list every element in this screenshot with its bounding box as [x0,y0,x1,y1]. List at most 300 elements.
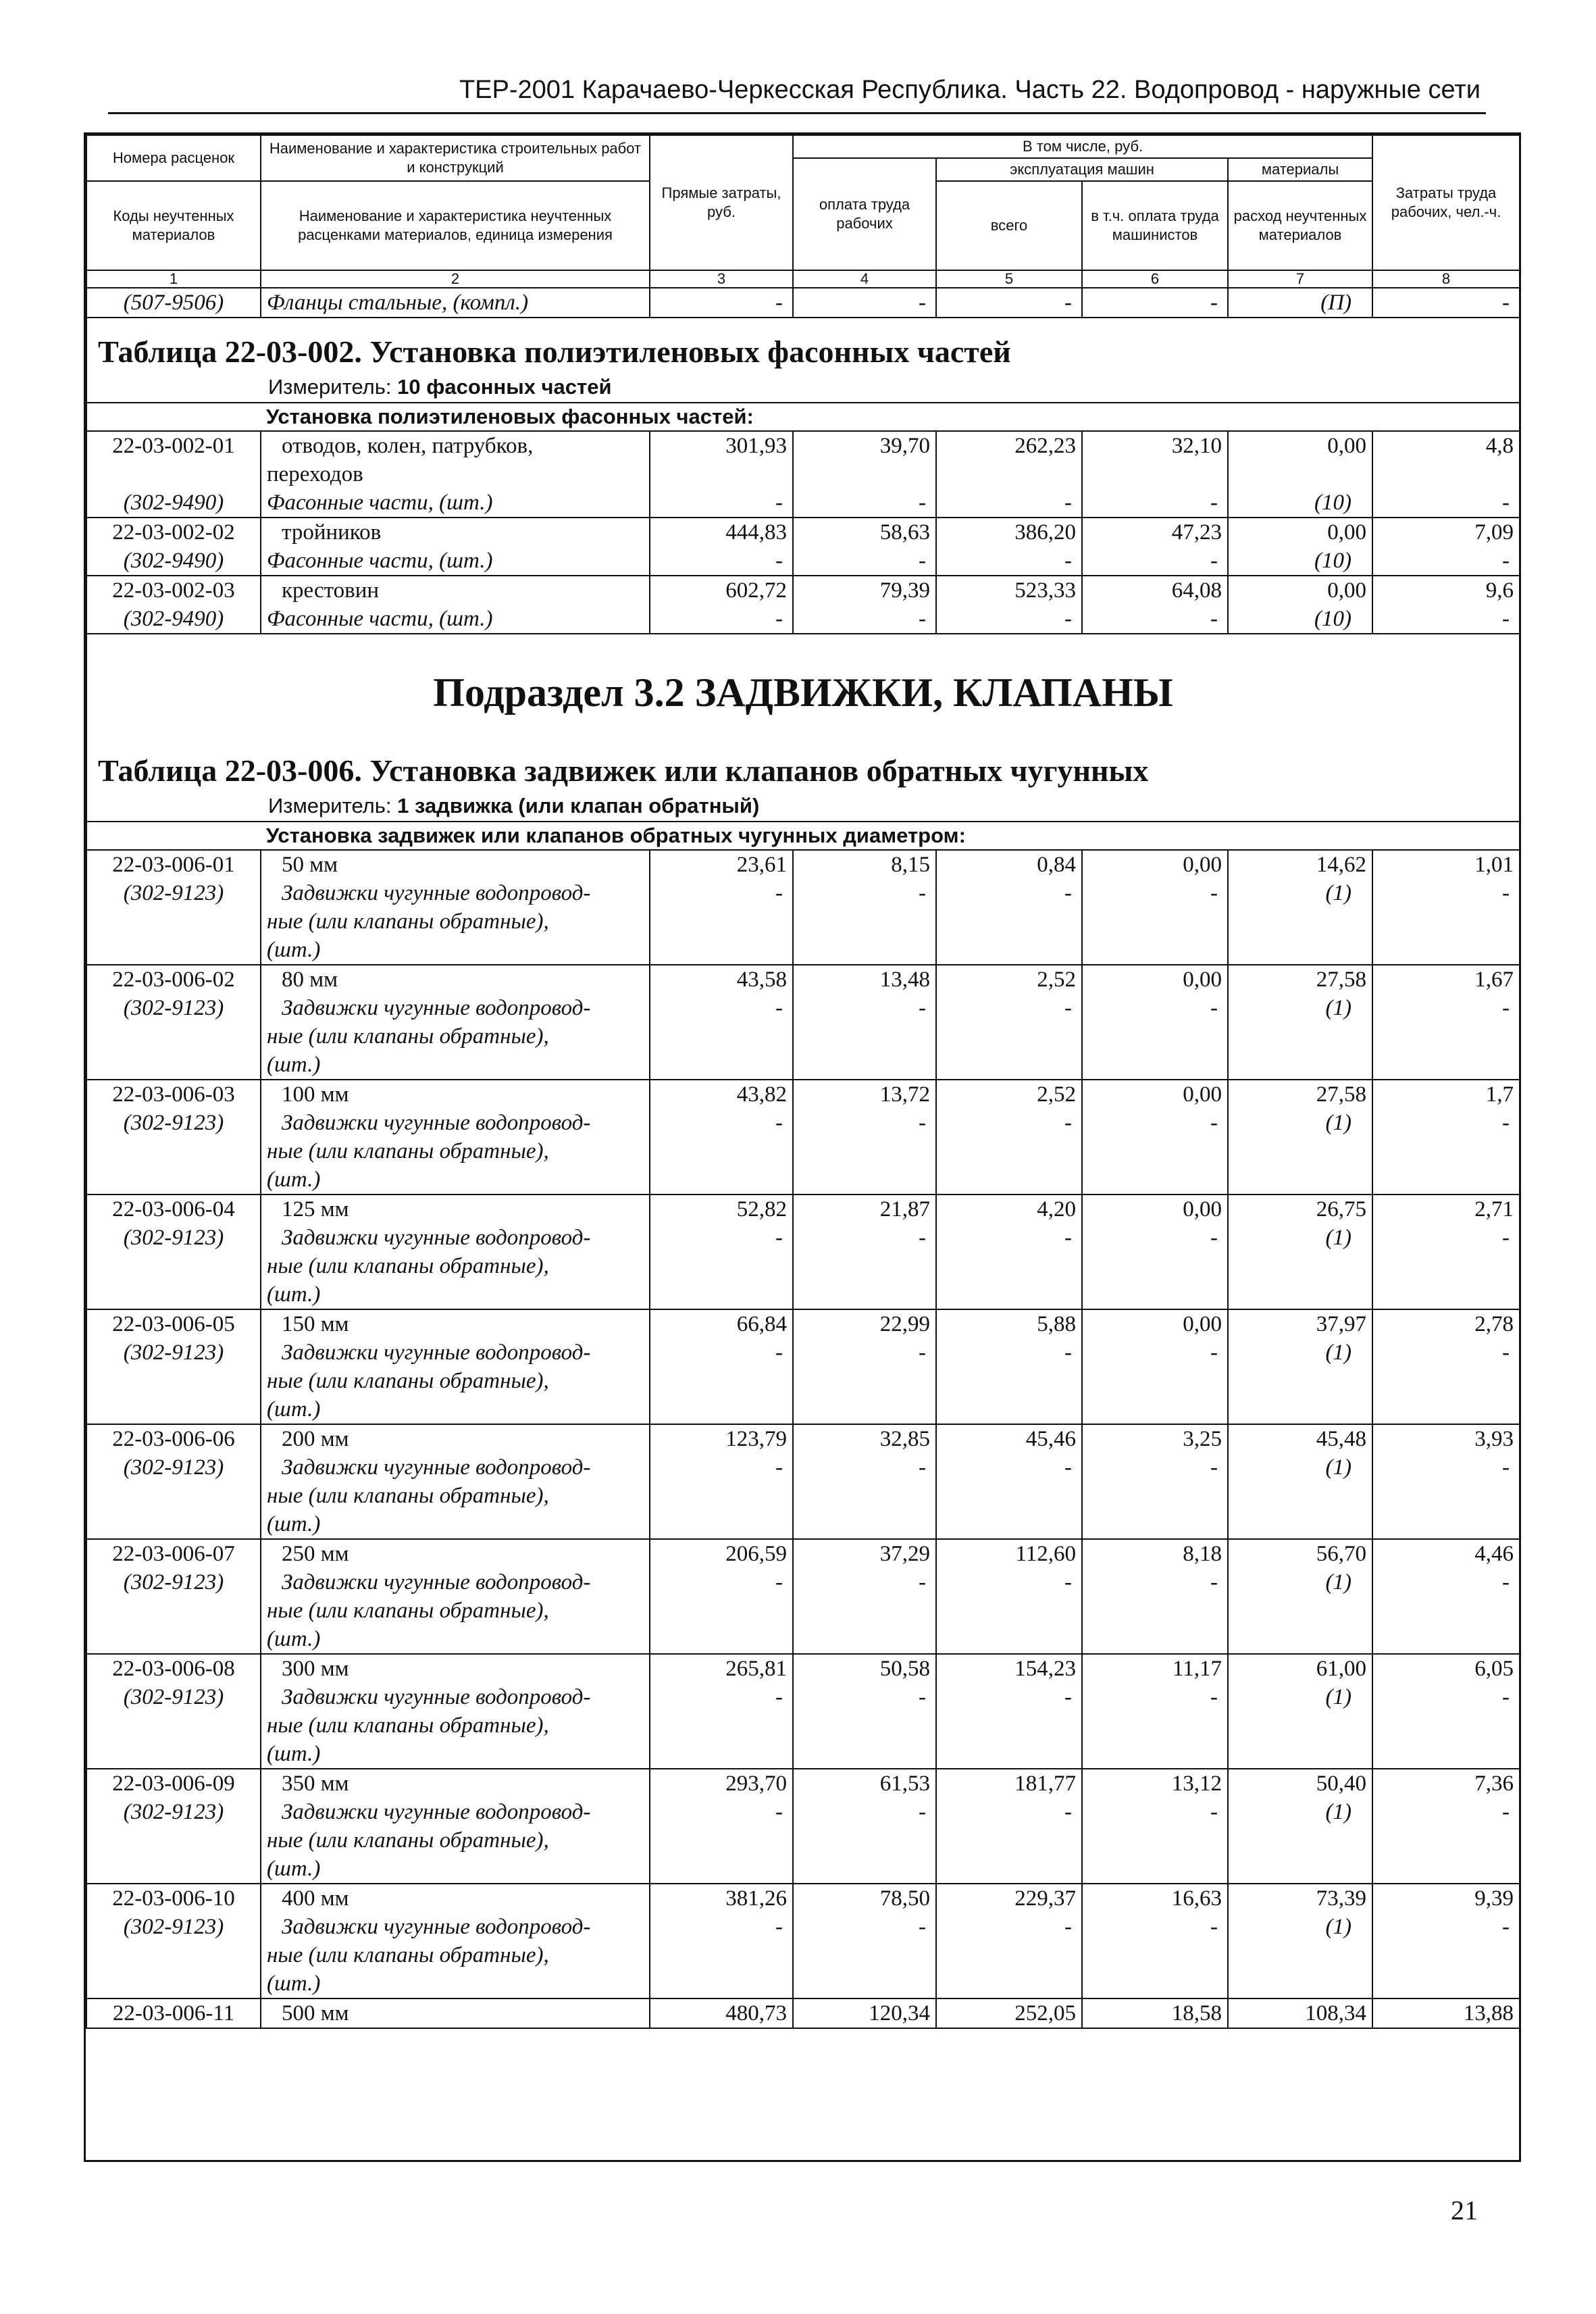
cell-value: 206,59 [650,1539,793,1568]
cell-value: 0,00 [1082,965,1228,994]
cell-value: 120,34 [793,1998,936,2028]
cell-value: - [936,1109,1082,1137]
cell-value: 9,6 [1372,576,1520,605]
cell-value: 58,63 [793,518,936,547]
cell-value: 47,23 [1082,518,1228,547]
price-code: 22-03-006-07 [86,1539,261,1568]
cell-value: 73,39 [1228,1884,1372,1913]
cell-value: - [1082,1453,1228,1482]
table2-title: Таблица 22-03-006. Установка задвижек или клапанов обратных чугунных [98,753,1149,788]
cell-value: - [650,488,793,518]
material-row [86,488,1520,518]
table-row [86,431,1520,460]
work-name: 300 мм [261,1654,650,1683]
cell-value: 16,63 [1082,1884,1228,1913]
material-row [86,547,1520,576]
cell-value: - [793,1224,936,1252]
cell-value: - [793,1683,936,1711]
cell-value: - [1372,1568,1520,1596]
cell-value: 0,00 [1228,518,1372,547]
work-name: 125 мм [261,1194,650,1224]
cell-value: - [936,605,1082,634]
cell-value: 78,50 [793,1884,936,1913]
col2-top-header: Наименование и характеристика строительных работ и конструкций [261,135,650,181]
cell-value: 14,62 [1228,850,1372,879]
meter-label: Измеритель: [268,794,398,818]
price-code: 22-03-002-02 [86,518,261,547]
col-number: 2 [261,270,650,288]
cell-value: - [1372,1453,1520,1482]
cell-value: (10) [1228,605,1372,634]
cell-value: - [936,879,1082,907]
incl-header: В том числе, руб. [793,135,1372,158]
cell-value: 50,58 [793,1654,936,1683]
material-name: Задвижки чугунные водопровод- [261,994,650,1022]
material-name-line: (шт.) [261,1625,650,1654]
cell-value: 37,29 [793,1539,936,1568]
material-row [86,879,1520,907]
material-name: Задвижки чугунные водопровод- [261,879,650,907]
col4-header: оплата труда рабочих [793,158,936,270]
material-name: Задвижки чугунные водопровод- [261,1109,650,1137]
table-row [86,1309,1520,1338]
material-name-line: (шт.) [261,1395,650,1424]
material-name: Задвижки чугунные водопровод- [261,1224,650,1252]
cell-value: - [1082,1913,1228,1941]
material-name-line: (шт.) [261,1510,650,1539]
material-code: (302-9123) [86,1224,261,1252]
cell-value: - [793,1453,936,1482]
material-name: Задвижки чугунные водопровод- [261,1453,650,1482]
material-name: Задвижки чугунные водопровод- [261,1338,650,1367]
cell-value: 18,58 [1082,1998,1228,2028]
material-row [86,1109,1520,1137]
cell-value: (1) [1228,1338,1372,1367]
material-code: (302-9123) [86,1109,261,1137]
table2-title-block [86,634,1520,822]
cell-value: - [1082,879,1228,907]
cell-value: - [1372,1338,1520,1367]
cell-value: 0,00 [1228,431,1372,460]
cell-value: 3,25 [1082,1424,1228,1453]
cell-value: 27,58 [1228,1080,1372,1109]
cell-value: - [1372,1683,1520,1711]
work-name-line: переходов [261,460,650,488]
work-name: 80 мм [261,965,650,994]
price-code: 22-03-006-05 [86,1309,261,1338]
material-name-line: (шт.) [261,936,650,965]
cell-value: - [936,994,1082,1022]
cell-value: 32,85 [793,1424,936,1453]
cell-value: - [1082,1224,1228,1252]
cell-value: (1) [1228,879,1372,907]
cell-value: - [650,1224,793,1252]
cell-value: (П) [1228,288,1372,318]
cell-value: 66,84 [650,1309,793,1338]
material-code: (302-9490) [86,605,261,634]
table-row [86,1998,1520,2028]
cell-value: - [1372,1913,1520,1941]
cell-value: 523,33 [936,576,1082,605]
cell-value: - [793,1913,936,1941]
cell-value: 2,52 [936,965,1082,994]
cell-value: 13,12 [1082,1769,1228,1798]
cell-value: - [1372,1798,1520,1826]
material-name: Задвижки чугунные водопровод- [261,1683,650,1711]
material-row [86,1568,1520,1596]
price-code: 22-03-006-11 [86,1998,261,2028]
cell-value: 61,00 [1228,1654,1372,1683]
section-title: Подраздел 3.2 ЗАДВИЖКИ, КЛАПАНЫ [433,670,1173,715]
cell-value: (1) [1228,1798,1372,1826]
cell-value: - [793,1338,936,1367]
cell-value: - [936,1338,1082,1367]
work-name: 250 мм [261,1539,650,1568]
cell-value: - [650,1913,793,1941]
cell-value: - [1082,1568,1228,1596]
cell-value: (10) [1228,547,1372,576]
cell-value: - [936,1913,1082,1941]
cell-value: - [793,605,936,634]
header-rule [108,112,1486,114]
col-number: 1 [86,270,261,288]
material-code: (302-9123) [86,1338,261,1367]
cell-value: - [793,288,936,318]
material-name-line: (шт.) [261,1969,650,1998]
cell-value: 13,48 [793,965,936,994]
cell-value: 293,70 [650,1769,793,1798]
col-number: 3 [650,270,793,288]
material-row [86,1913,1520,1941]
table-body [86,288,1520,850]
material-row [86,605,1520,634]
cell-value: 265,81 [650,1654,793,1683]
table-header [86,135,1520,288]
col-number: 6 [1082,270,1228,288]
price-code: 22-03-006-03 [86,1080,261,1109]
cell-value: 50,40 [1228,1769,1372,1798]
table-row [86,1424,1520,1453]
cell-value: - [936,1798,1082,1826]
material-row [86,1338,1520,1367]
cell-value: 112,60 [936,1539,1082,1568]
cell-value: 22,99 [793,1309,936,1338]
meter-label: Измеритель: [268,375,398,399]
cell-value: 3,93 [1372,1424,1520,1453]
cell-value: - [650,1338,793,1367]
work-name-line: отводов, колен, патрубков, [282,434,534,458]
cell-value: - [1082,488,1228,518]
cell-value: - [1372,994,1520,1022]
cell-value: 79,39 [793,576,936,605]
cell-value: 444,83 [650,518,793,547]
cell-value: - [650,994,793,1022]
table1-title: Таблица 22-03-002. Установка полиэтиленовых фасонных частей [98,334,1011,369]
price-code: 22-03-006-08 [86,1654,261,1683]
cell-value: (10) [1228,488,1372,518]
cell-value: (1) [1228,1683,1372,1711]
cell-value: - [1082,288,1228,318]
cell-value: - [793,994,936,1022]
cell-value: - [1082,1798,1228,1826]
col8-header: Затраты труда рабочих, чел.-ч. [1372,135,1520,270]
cell-value: - [1372,879,1520,907]
cell-value: 1,7 [1372,1080,1520,1109]
material-name: Фланцы стальные, (компл.) [261,288,650,318]
cell-value: 229,37 [936,1884,1082,1913]
material-code: (302-9123) [86,1453,261,1482]
cell-value: - [650,1109,793,1137]
cell-value: - [793,1568,936,1596]
cell-value: - [793,1109,936,1137]
cell-value: 6,05 [1372,1654,1520,1683]
cell-value: - [650,547,793,576]
material-name-line: (шт.) [261,1280,650,1309]
cell-value: 39,70 [793,431,936,460]
cell-value: (1) [1228,1568,1372,1596]
cell-value: 4,8 [1372,431,1520,460]
price-table [86,134,1520,2029]
cell-value: 252,05 [936,1998,1082,2028]
cell-value: 301,93 [650,431,793,460]
cell-value: 43,82 [650,1080,793,1109]
table-row [86,1884,1520,1913]
table-row [86,288,1520,318]
material-name: Задвижки чугунные водопровод- [261,1568,650,1596]
meter-value: 1 задвижка (или клапан обратный) [397,794,760,818]
material-name-line: ные (или клапаны обратные), [261,907,650,936]
cell-value: - [1082,1338,1228,1367]
cell-value: 1,67 [1372,965,1520,994]
material-name: Задвижки чугунные водопровод- [261,1913,650,1941]
valve-rows [86,850,1520,1998]
table1-subhead: Установка полиэтиленовых фасонных частей: [261,403,1520,431]
cell-value: 123,79 [650,1424,793,1453]
cell-value: 8,18 [1082,1539,1228,1568]
cell-value: 52,82 [650,1194,793,1224]
cell-value: 32,10 [1082,431,1228,460]
cell-value: - [936,288,1082,318]
col-number: 8 [1372,270,1520,288]
material-name: Фасонные части, (шт.) [261,605,650,634]
cell-value: 43,58 [650,965,793,994]
cell-value: - [936,1683,1082,1711]
cell-value: 2,71 [1372,1194,1520,1224]
cell-value: 5,88 [936,1309,1082,1338]
material-row [86,1683,1520,1711]
cell-value: (1) [1228,1453,1372,1482]
material-code: (302-9490) [86,547,261,576]
work-name [261,431,650,460]
cell-value: - [793,547,936,576]
cell-value: 4,20 [936,1194,1082,1224]
cell-value: - [650,1683,793,1711]
work-name: 150 мм [261,1309,650,1338]
cell-value: - [936,1453,1082,1482]
price-table-frame [84,132,1521,2162]
cell-value: 7,09 [1372,518,1520,547]
table-row [86,576,1520,605]
table1-meter [93,372,1514,402]
cell-value: - [650,605,793,634]
material-name-line: ные (или клапаны обратные), [261,1826,650,1855]
cell-value: 23,61 [650,850,793,879]
cell-value: 8,15 [793,850,936,879]
table-row [86,1654,1520,1683]
cell-value: - [650,1453,793,1482]
cell-value: - [936,547,1082,576]
cell-value: 381,26 [650,1884,793,1913]
cell-value: - [936,488,1082,518]
material-name-line: ные (или клапаны обратные), [261,1941,650,1969]
col7-header: расход неучтенных материалов [1228,181,1372,270]
cell-value: 56,70 [1228,1539,1372,1568]
cell-value: - [1082,547,1228,576]
cell-value: 45,46 [936,1424,1082,1453]
table-row [86,1080,1520,1109]
cell-value: - [650,879,793,907]
cell-value: 2,52 [936,1080,1082,1109]
work-name: тройников [261,518,650,547]
col1-bottom-header: Коды неучтенных материалов [86,181,261,270]
cell-value: 386,20 [936,518,1082,547]
material-code: (302-9123) [86,994,261,1022]
price-code: 22-03-002-03 [86,576,261,605]
cell-value: (1) [1228,1224,1372,1252]
cell-value: - [1372,547,1520,576]
cell-value: 7,36 [1372,1769,1520,1798]
cell-value: 2,78 [1372,1309,1520,1338]
cell-value: 0,00 [1082,850,1228,879]
material-name-line: (шт.) [261,1855,650,1884]
col5-header: всего [936,181,1082,270]
price-code: 22-03-006-04 [86,1194,261,1224]
cell-value: - [793,879,936,907]
col-number: 4 [793,270,936,288]
cell-value: 0,84 [936,850,1082,879]
material-name-line: ные (или клапаны обратные), [261,1252,650,1280]
price-code: 22-03-006-09 [86,1769,261,1798]
cell-value: 37,97 [1228,1309,1372,1338]
meter-value: 10 фасонных частей [397,375,612,399]
material-code: (507-9506) [86,288,261,318]
material-name-line: (шт.) [261,1051,650,1080]
material-name-line: ные (или клапаны обратные), [261,1596,650,1625]
table-row [86,850,1520,879]
material-name-line: ные (или клапаны обратные), [261,1022,650,1051]
cell-value: 0,00 [1082,1080,1228,1109]
cell-value: - [650,288,793,318]
cell-value: 21,87 [793,1194,936,1224]
cell-value: - [1082,994,1228,1022]
table2-subhead: Установка задвижек или клапанов обратных чугунных диаметром: [261,822,1520,850]
price-code: 22-03-006-10 [86,1884,261,1913]
col6-header: в т.ч. оплата труда машинистов [1082,181,1228,270]
cell-value: 0,00 [1082,1194,1228,1224]
material-name: Задвижки чугунные водопровод- [261,1798,650,1826]
cell-value: 480,73 [650,1998,793,2028]
table-row [86,518,1520,547]
work-name: 50 мм [261,850,650,879]
price-code: 22-03-006-02 [86,965,261,994]
cell-value: - [650,1568,793,1596]
cell-value: 0,00 [1082,1309,1228,1338]
material-name: Фасонные части, (шт.) [261,547,650,576]
cell-value: (1) [1228,994,1372,1022]
price-code: 22-03-006-06 [86,1424,261,1453]
machines-header: эксплуатация машин [936,158,1228,181]
work-name: 500 мм [261,1998,650,2028]
material-row [86,1224,1520,1252]
material-code: (302-9123) [86,1568,261,1596]
material-row [86,1798,1520,1826]
cell-value: 11,17 [1082,1654,1228,1683]
work-name: крестовин [261,576,650,605]
cell-value: - [1372,1109,1520,1137]
cell-value: (1) [1228,1109,1372,1137]
material-name-line: ные (или клапаны обратные), [261,1367,650,1395]
work-name: 350 мм [261,1769,650,1798]
material-name-line: ные (или клапаны обратные), [261,1711,650,1740]
cell-value: - [1082,1109,1228,1137]
cell-value: - [793,488,936,518]
cell-value: 13,72 [793,1080,936,1109]
cell-value: - [1372,488,1520,518]
page-number: 21 [1451,2195,1478,2225]
table-row [86,1539,1520,1568]
cell-value: 61,53 [793,1769,936,1798]
cell-value: (1) [1228,1913,1372,1941]
cell-value: - [793,1798,936,1826]
cell-value: - [1372,605,1520,634]
work-name: 100 мм [261,1080,650,1109]
material-code: (302-9123) [86,1913,261,1941]
cell-value: 4,46 [1372,1539,1520,1568]
cell-value: - [936,1568,1082,1596]
material-code: (302-9123) [86,1683,261,1711]
cell-value: 64,08 [1082,576,1228,605]
col3-header: Прямые затраты, руб. [650,135,793,270]
cell-value: 9,39 [1372,1884,1520,1913]
cell-value: 262,23 [936,431,1082,460]
cell-value: 108,34 [1228,1998,1372,2028]
material-code: (302-9490) [86,488,261,518]
table-row [86,1769,1520,1798]
col2-bottom-header: Наименование и характеристика неучтенных расценками материалов, единица измерения [261,181,650,270]
material-name: Фасонные части, (шт.) [261,488,650,518]
table-row [86,965,1520,994]
cell-value: 45,48 [1228,1424,1372,1453]
cell-value: - [1372,1224,1520,1252]
cell-value: 602,72 [650,576,793,605]
table1-title-block [86,318,1520,403]
cell-value: 181,77 [936,1769,1082,1798]
materials-header: материалы [1228,158,1372,181]
cell-value: 13,88 [1372,1998,1520,2028]
work-name: 400 мм [261,1884,650,1913]
cell-value: - [1082,605,1228,634]
price-code: 22-03-006-01 [86,850,261,879]
cell-value: - [650,1798,793,1826]
material-row [86,994,1520,1022]
cell-value: 0,00 [1228,576,1372,605]
cell-value: - [1372,288,1520,318]
material-code: (302-9123) [86,879,261,907]
material-name-line: ные (или клапаны обратные), [261,1482,650,1510]
material-name-line: ные (или клапаны обратные), [261,1137,650,1165]
cell-value: - [1082,1683,1228,1711]
material-code: (302-9123) [86,1798,261,1826]
